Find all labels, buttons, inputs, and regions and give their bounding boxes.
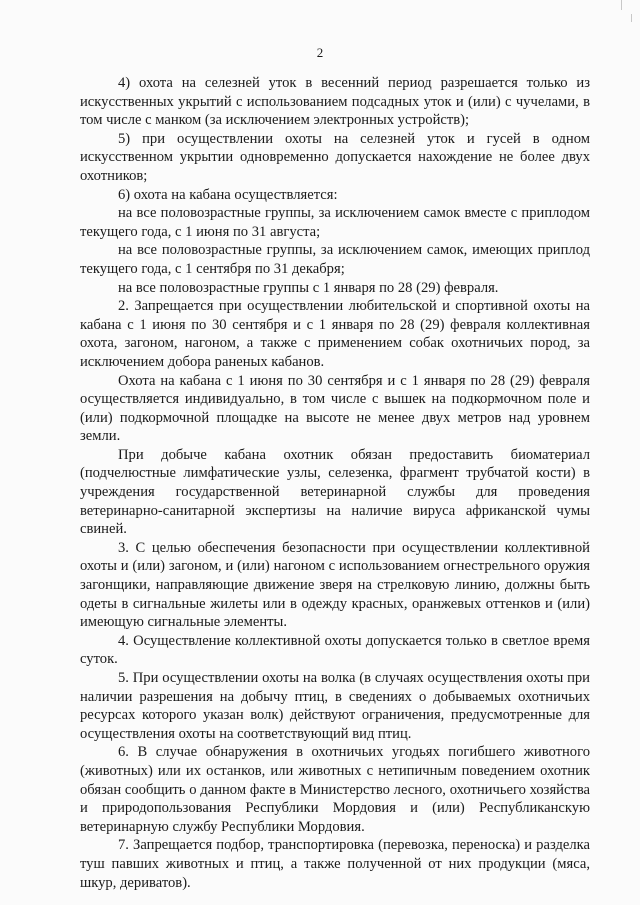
paragraph-section-5: 5. При осуществлении охоты на волка (в случаях осуществления охоты при наличии разрешения на добычу птиц, в сведениях о добываемых охотничьих ресурсах которого указан волк) действуют ограничения, предусмотренные для осуществления охоты на соответствующий вид птиц. (80, 670, 590, 742)
page-number: 2 (316, 45, 324, 60)
paragraph-section-3: 3. С целью обеспечения безопасности при осуществлении коллективной охоты и (или) загоном, и (или) нагоном с использованием огнестрельного оружия загонщики, направляющие движение зверя на стрелковую линию, должны быть одеты в сигнальные жилеты или в одежду красных, оранжевых оттенков и (или) имеющую сигнальные элементы. (80, 539, 590, 631)
scan-edge-mark (631, 14, 632, 22)
paragraph-item-5: 5) при осуществлении охоты на селезней уток и гусей в одном искусственном укрытии одновременно допускается нахождение не более двух охотников; (80, 130, 590, 184)
paragraph-section-4: 4. Осуществление коллективной охоты допускается только в светлое время суток. (80, 632, 590, 668)
paragraph-section-7: 7. Запрещается подбор, транспортировка (перевозка, переноска) и разделка туш павших животных и птиц, а также полученной от них продукции (мяса, шкур, дериватов). (80, 837, 590, 891)
paragraph-item-6: 6) охота на кабана осуществляется: (118, 186, 338, 203)
paragraph-boar-period-2: на все половозрастные группы, за исключением самок, имеющих приплод текущего года, с 1 сентября по 31 декабря; (80, 242, 590, 277)
paragraph-boar-period-1: на все половозрастные группы, за исключением самок вместе с приплодом текущего года, с 1 июня по 31 августа; (80, 205, 590, 240)
paragraph-biomaterial: При добыче кабана охотник обязан предоставить биоматериал (подчелюстные лимфатические узлы, селезенка, фрагмент трубчатой кости) в учреждения государственной ветеринарной службы для проведения ветеринарно-санитарной экспертизы на наличие вируса африканской чумы свиней. (80, 446, 590, 538)
paragraph-section-6: 6. В случае обнаружения в охотничьих угодьях погибшего животного (животных) или их останков, или животных с нетипичным поведением охотник обязан сообщить о данном факте в Министерство лесного, охотничьего хозяйства и природопользования Республики Мордовия и (или) Республиканскую ветеринарную службу Республики Мордовия. (80, 744, 590, 835)
paragraph-boar-individual: Охота на кабана с 1 июня по 30 сентября и с 1 января по 28 (29) февраля осуществляется индивидуально, в том числе с вышек на подкормочном поле и (или) подкормочной площадке на высоте не менее двух метров над уровнем земли. (80, 372, 590, 445)
document-body (80, 74, 590, 892)
paragraph-section-2: 2. Запрещается при осуществлении любительской и спортивной охоты на кабана с 1 июня по 30 сентября и с 1 января по 28 (29) февраля коллективная охота, загоном, нагоном, а также с применением собак охотничьих пород, за исключением добора раненых кабанов. (80, 298, 590, 370)
scan-edge-mark (621, 0, 622, 10)
paragraph-boar-period-3: на все половозрастные группы с 1 января по 28 (29) февраля. (118, 279, 499, 296)
paragraph-item-4: 4) охота на селезней уток в весенний период разрешается только из искусственных укрытий с использованием подсадных уток и (или) с чучелами, в том числе с манком (за исключением электронных устройств); (80, 75, 590, 129)
